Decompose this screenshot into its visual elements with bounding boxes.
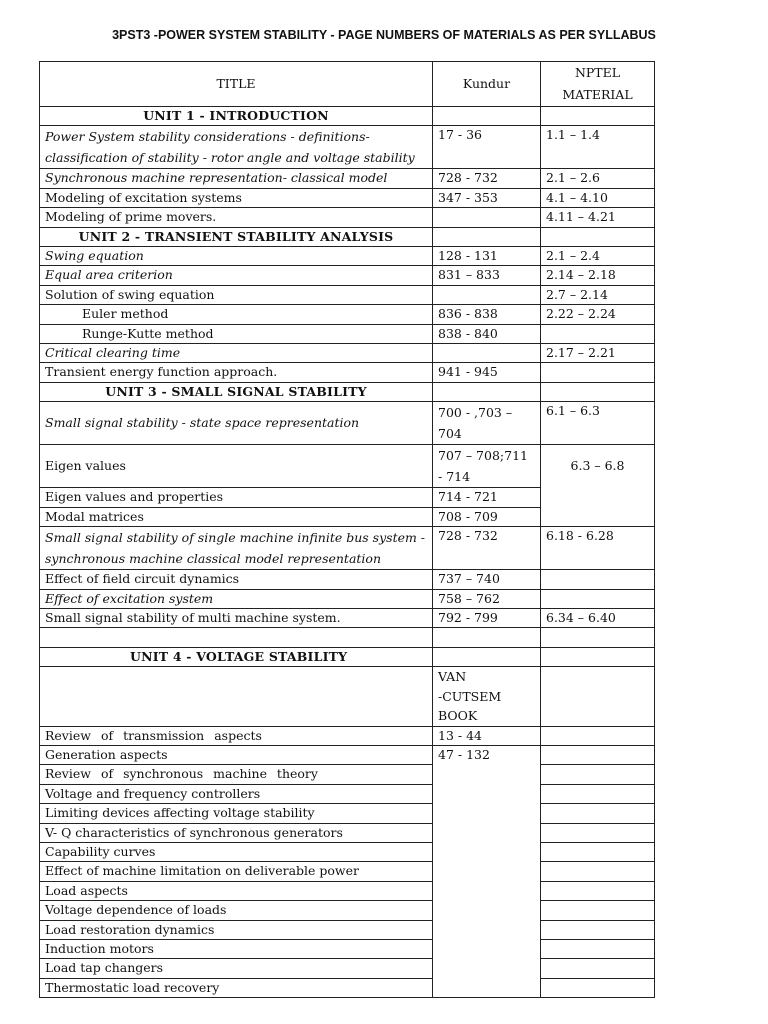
row-kundur: 700 - ,703 – 704 — [433, 402, 541, 445]
table-row — [40, 940, 655, 959]
table-row — [40, 843, 655, 862]
row-title: Thermostatic load recovery — [40, 978, 433, 997]
row-title: Modal matrices — [40, 507, 433, 526]
row-title: Euler method — [40, 305, 433, 324]
row-title: Eigen values — [40, 445, 433, 488]
row-title: Capability curves — [40, 843, 433, 862]
row-title: Transient energy function approach. — [40, 363, 433, 382]
row-kundur: 347 - 353 — [433, 188, 541, 207]
table-row — [40, 169, 655, 188]
unit3-heading-row — [40, 382, 655, 401]
table-row — [40, 765, 655, 784]
row-title: Generation aspects — [40, 746, 433, 765]
row-title: V- Q characteristics of synchronous generators — [40, 823, 433, 842]
row-title: Swing equation — [40, 247, 433, 266]
syllabus-table — [39, 61, 655, 998]
row-kundur: 737 – 740 — [433, 570, 541, 589]
empty-row — [40, 628, 655, 647]
row-nptel — [541, 324, 655, 343]
table-row — [40, 285, 655, 304]
table-row — [40, 881, 655, 900]
row-title: Equal area criterion — [40, 266, 433, 285]
header-kundur: Kundur — [433, 62, 541, 107]
row-nptel-merged: 6.3 – 6.8 — [541, 445, 655, 527]
row-nptel: 4.1 – 4.10 — [541, 188, 655, 207]
table-row — [40, 188, 655, 207]
row-title: Small signal stability of multi machine system. — [40, 608, 433, 627]
row-kundur — [433, 208, 541, 227]
row-kundur: 13 - 44 — [433, 726, 541, 745]
row-nptel: 6.1 – 6.3 — [541, 402, 655, 445]
header-nptel — [541, 62, 655, 107]
table-row — [40, 804, 655, 823]
unit4-heading: UNIT 4 - VOLTAGE STABILITY — [40, 647, 433, 666]
table-row — [40, 266, 655, 285]
row-kundur: 707 – 708;711 - 714 — [433, 445, 541, 488]
unit3-heading: UNIT 3 - SMALL SIGNAL STABILITY — [40, 382, 433, 401]
table-row — [40, 445, 655, 488]
table-row — [40, 959, 655, 978]
row-nptel: 4.11 – 4.21 — [541, 208, 655, 227]
table-row — [40, 208, 655, 227]
book-row — [40, 667, 655, 727]
row-title: Runge-Kutte method — [40, 324, 433, 343]
table-row — [40, 901, 655, 920]
row-title: Review of transmission aspects — [40, 726, 433, 745]
table-row — [40, 823, 655, 842]
table-row — [40, 126, 655, 169]
row-kundur: 708 - 709 — [433, 507, 541, 526]
table-row — [40, 305, 655, 324]
row-nptel — [541, 589, 655, 608]
unit1-heading-row — [40, 107, 655, 126]
unit2-heading: UNIT 2 - TRANSIENT STABILITY ANALYSIS — [40, 227, 433, 246]
row-title: Induction motors — [40, 940, 433, 959]
row-title: Load aspects — [40, 881, 433, 900]
row-title: Synchronous machine representation- classical model — [40, 169, 433, 188]
table-row — [40, 978, 655, 997]
row-title: Critical clearing time — [40, 344, 433, 363]
table-row — [40, 363, 655, 382]
row-title: Effect of excitation system — [40, 589, 433, 608]
row-nptel — [541, 363, 655, 382]
row-title: Review of synchronous machine theory — [40, 765, 433, 784]
table-row — [40, 920, 655, 939]
row-nptel: 2.1 – 2.6 — [541, 169, 655, 188]
table-row — [40, 589, 655, 608]
document-title: 3PST3 -POWER SYSTEM STABILITY - PAGE NUMBERS OF MATERIALS AS PER SYLLABUS — [112, 28, 656, 42]
row-kundur: 838 - 840 — [433, 324, 541, 343]
row-nptel: 6.18 - 6.28 — [541, 527, 655, 570]
table-header-row — [40, 62, 655, 107]
row-nptel: 2.17 – 2.21 — [541, 344, 655, 363]
row-kundur: 792 - 799 — [433, 608, 541, 627]
row-title: Small signal stability of single machine infinite bus system - synchronous machine classical model representation — [40, 527, 433, 570]
table-row — [40, 746, 655, 765]
row-nptel: 1.1 – 1.4 — [541, 126, 655, 169]
header-title: TITLE — [40, 62, 433, 107]
table-row — [40, 247, 655, 266]
row-title: Solution of swing equation — [40, 285, 433, 304]
table-row — [40, 608, 655, 627]
row-kundur: 941 - 945 — [433, 363, 541, 382]
row-kundur-merged: 47 - 132 — [433, 746, 541, 998]
row-title: Eigen values and properties — [40, 488, 433, 507]
row-title: Voltage dependence of loads — [40, 901, 433, 920]
unit4-heading-row — [40, 647, 655, 666]
row-kundur: 128 - 131 — [433, 247, 541, 266]
row-title: Small signal stability - state space representation — [40, 402, 433, 445]
book-name: VAN -CUTSEM BOOK — [433, 667, 541, 727]
row-kundur — [433, 285, 541, 304]
row-nptel — [541, 570, 655, 589]
row-kundur: 758 – 762 — [433, 589, 541, 608]
table-row — [40, 324, 655, 343]
row-kundur: 831 – 833 — [433, 266, 541, 285]
row-kundur: 17 - 36 — [433, 126, 541, 169]
row-title: Power System stability considerations - definitions- classification of stability - rotor angle and voltage stability — [40, 126, 433, 169]
row-title: Limiting devices affecting voltage stability — [40, 804, 433, 823]
table-row — [40, 402, 655, 445]
row-kundur — [433, 344, 541, 363]
row-title: Effect of field circuit dynamics — [40, 570, 433, 589]
row-nptel: 2.14 – 2.18 — [541, 266, 655, 285]
row-title: Voltage and frequency controllers — [40, 784, 433, 803]
row-title: Load restoration dynamics — [40, 920, 433, 939]
row-kundur: 714 - 721 — [433, 488, 541, 507]
unit1-heading: UNIT 1 - INTRODUCTION — [40, 107, 433, 126]
row-nptel: 2.22 – 2.24 — [541, 305, 655, 324]
header-nptel-line1: NPTEL — [574, 65, 621, 80]
row-title: Load tap changers — [40, 959, 433, 978]
row-title: Modeling of excitation systems — [40, 188, 433, 207]
row-kundur: 728 - 732 — [433, 527, 541, 570]
table-row — [40, 344, 655, 363]
row-nptel: 2.1 – 2.4 — [541, 247, 655, 266]
row-kundur: 728 - 732 — [433, 169, 541, 188]
row-title: Effect of machine limitation on deliverable power — [40, 862, 433, 881]
header-nptel-line2: MATERIAL — [562, 87, 633, 102]
table-row — [40, 784, 655, 803]
row-nptel: 2.7 – 2.14 — [541, 285, 655, 304]
table-row — [40, 862, 655, 881]
table-row — [40, 527, 655, 570]
table-row — [40, 726, 655, 745]
row-title: Modeling of prime movers. — [40, 208, 433, 227]
row-kundur: 836 - 838 — [433, 305, 541, 324]
row-nptel: 6.34 – 6.40 — [541, 608, 655, 627]
table-row — [40, 570, 655, 589]
unit2-heading-row — [40, 227, 655, 246]
